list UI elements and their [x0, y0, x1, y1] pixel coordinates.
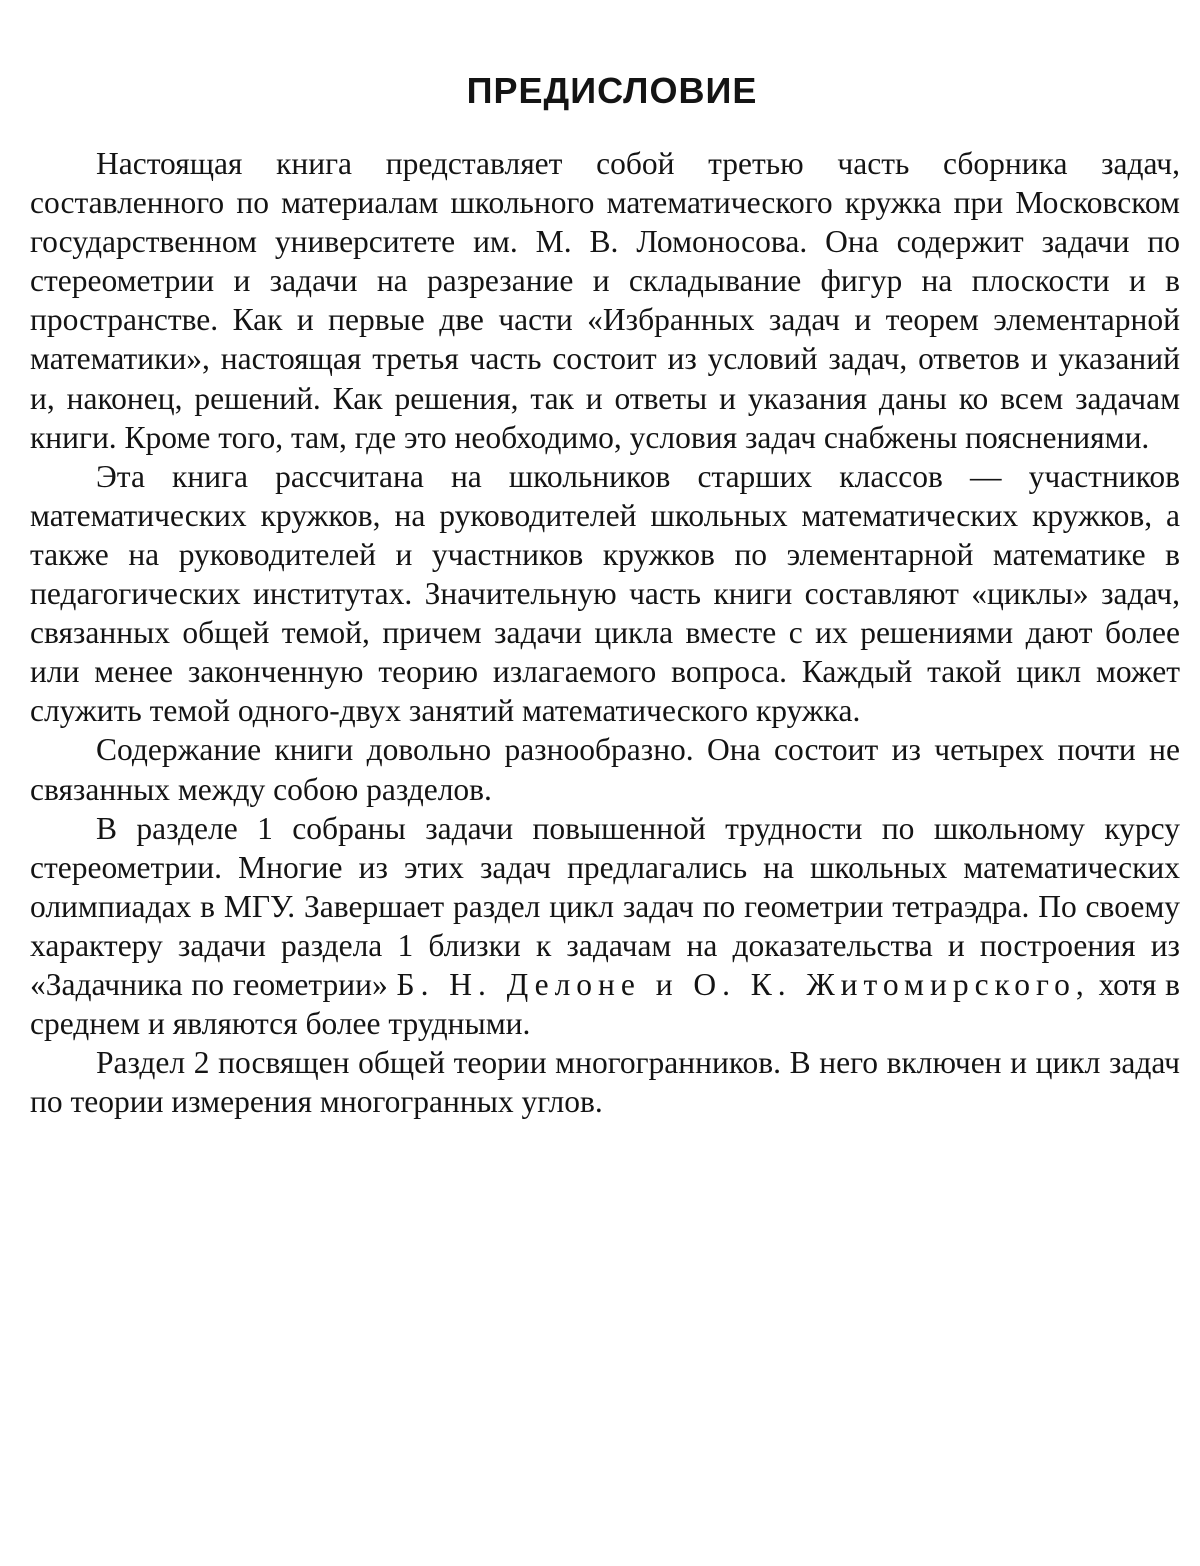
paragraph-5: Раздел 2 посвящен общей теории многогранников. В него включен и цикл задач по теории измерения многогранных углов.: [30, 1045, 1180, 1120]
page-heading: ПРЕДИСЛОВИЕ: [466, 70, 758, 111]
paragraph-4: [30, 809, 1180, 1044]
authors-spaced-names: Б. Н. Делоне и О. К. Житомирского,: [396, 966, 1090, 1002]
paragraph-1: Настоящая книга представляет собой третью часть сборника задач, составленного по материалам школьного математического кружка при Московском государственном университете им. М. В. Ломоносова. Она содержит задачи по стереометрии и задачи на разрезание и складывание фигур на плоскости и в пространстве. Как и первые две части «Избранных задач и теорем элементарной математики», настоящая третья часть состоит из условий задач, ответов и указаний и, наконец, решений. Как решения, так и ответы и указания даны ко всем задачам книги. Кроме того, там, где это необходимо, условия задач снабжены пояснениями.: [30, 146, 1180, 455]
paragraph-2: Эта книга рассчитана на школьников старших классов — участников математических кружков, на руководителей школьных математических кружков, а также на руководителей и участников кружков по элементарной математике в педагогических институтах. Значительную часть книги составляют «циклы» задач, связанных общей темой, причем задачи цикла вместе с их решениями дают более или менее законченную теорию излагаемого вопроса. Каждый такой цикл может служить темой одного-двух занятий математического кружка.: [30, 458, 1180, 729]
paragraph-3: Содержание книги довольно разнообразно. Она состоит из четырех почти не связанных между собою разделов.: [30, 732, 1180, 807]
paragraph-4-text-start: В разделе 1 собраны задачи повышенной трудности по школьному курсу стереометрии. Многие из этих задач предлагались на школьных математических олимпиадах в МГУ. Завершает раздел цикл задач по геометрии тетраэдра. По своему характеру задачи раздела 1 близки к задачам на доказательства и построения из «Задачника по геометрии»: [30, 810, 1180, 1002]
book-page: [30, 68, 1180, 1121]
paragraph-4-text-end: хотя в среднем и являются более трудными.: [30, 966, 1180, 1042]
